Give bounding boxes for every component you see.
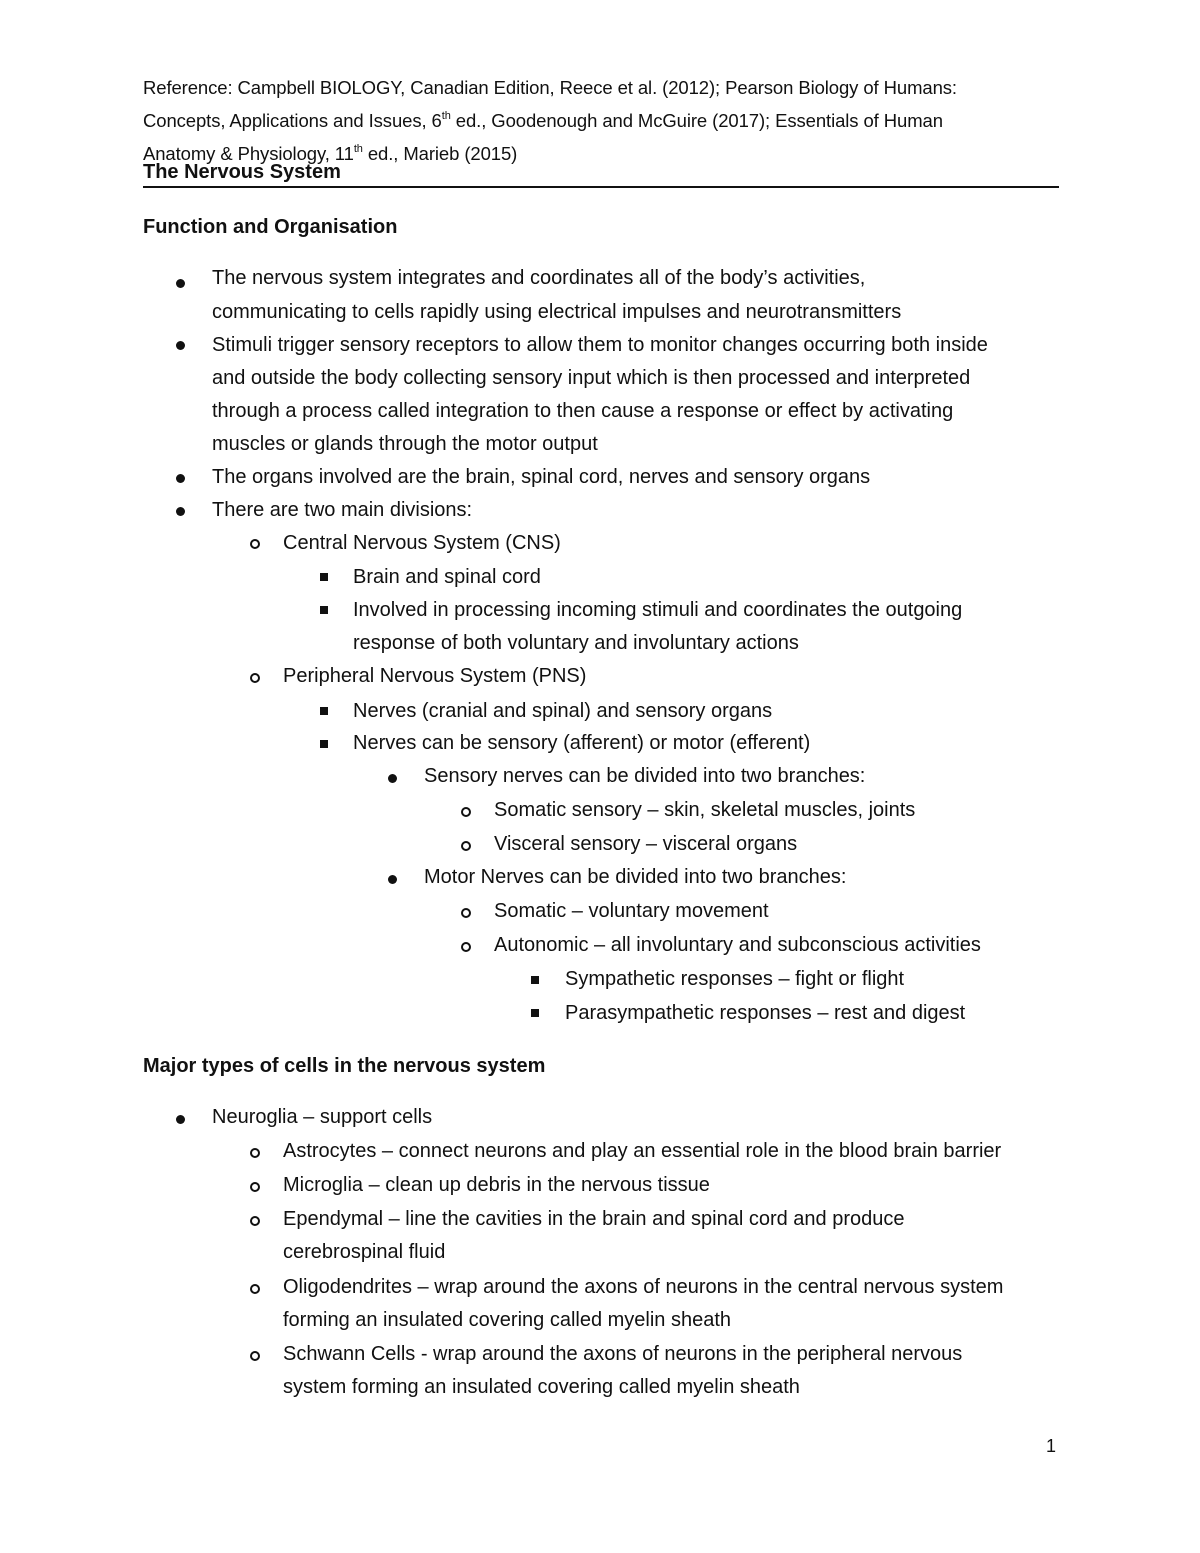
bullet-circle-icon [250,539,260,549]
list-item: Autonomic – all involuntary and subconscious activities [494,934,981,956]
list-item: Ependymal – line the cavities in the brain and spinal cord and produce [283,1208,905,1230]
bullet-dot-icon [388,774,397,783]
list-item: Neuroglia – support cells [212,1106,433,1128]
bullet-circle-icon [250,1148,260,1158]
list-item: Schwann Cells - wrap around the axons of neurons in the peripheral nervous [283,1343,963,1365]
list-item-continuation: system forming an insulated covering called myelin sheath [283,1376,800,1398]
reference-line-3-sup: th [353,142,363,155]
list-item-continuation: forming an insulated covering called myelin sheath [283,1309,732,1331]
bullet-dot-icon [176,474,185,483]
list-item: Somatic – voluntary movement [494,900,769,922]
reference-line-2 [143,104,1033,137]
bullet-square-icon [531,976,539,984]
list-item-continuation: through a process called integration to then cause a response or effect by activating [212,400,954,422]
bullet-circle-icon [250,1284,260,1294]
bullet-dot-icon [388,875,397,884]
bullet-circle-icon [250,1351,260,1361]
list-item-continuation: cerebrospinal fluid [283,1241,446,1263]
reference-header [143,71,1033,170]
bullet-square-icon [320,573,328,581]
list-item-continuation: and outside the body collecting sensory input which is then processed and interpreted [212,367,971,389]
list-item: Microglia – clean up debris in the nervous tissue [283,1174,710,1196]
list-item: Central Nervous System (CNS) [283,532,561,554]
list-item: Stimuli trigger sensory receptors to allow them to monitor changes occurring both inside [212,334,988,356]
list-item: Involved in processing incoming stimuli and coordinates the outgoing [353,599,963,621]
bullet-square-icon [320,707,328,715]
bullet-circle-icon [461,807,471,817]
list-item: There are two main divisions: [212,499,473,521]
bullet-circle-icon [250,673,260,683]
bullet-circle-icon [461,942,471,952]
list-item-continuation: muscles or glands through the motor output [212,433,598,455]
reference-line-3-a: Anatomy & Physiology, 11 [143,143,354,164]
reference-line-1: Reference: Campbell BIOLOGY, Canadian Edition, Reece et al. (2012); Pearson Biology of Humans: [143,77,957,98]
list-item: The nervous system integrates and coordinates all of the body’s activities, [212,267,866,289]
list-item: Motor Nerves can be divided into two branches: [424,866,847,888]
list-item: Peripheral Nervous System (PNS) [283,665,587,687]
bullet-dot-icon [176,1115,185,1124]
reference-line-3-b: ed., Marieb (2015) [362,143,518,164]
reference-line-2-b: ed., Goodenough and McGuire (2017); Essentials of Human [450,110,943,131]
list-item: Somatic sensory – skin, skeletal muscles, joints [494,799,916,821]
list-item-continuation: response of both voluntary and involuntary actions [353,632,799,654]
bullet-circle-icon [461,841,471,851]
bullet-square-icon [320,740,328,748]
list-item: Visceral sensory – visceral organs [494,833,798,855]
list-item: Parasympathetic responses – rest and digest [565,1002,966,1024]
list-item: Astrocytes – connect neurons and play an essential role in the blood brain barrier [283,1140,1002,1162]
list-item: Nerves can be sensory (afferent) or motor (efferent) [353,732,811,754]
section-heading-function: Function and Organisation [143,216,398,238]
bullet-circle-icon [461,908,471,918]
bullet-circle-icon [250,1182,260,1192]
bullet-dot-icon [176,341,185,350]
page-number: 1 [1046,1436,1057,1456]
list-item-continuation: communicating to cells rapidly using electrical impulses and neurotransmitters [212,301,902,323]
list-item: Sympathetic responses – fight or flight [565,968,905,990]
list-item: Oligodendrites – wrap around the axons of neurons in the central nervous system [283,1276,1004,1298]
bullet-dot-icon [176,279,185,288]
reference-line-2-sup: th [441,109,451,122]
bullet-dot-icon [176,507,185,516]
page-title: The Nervous System [143,158,1059,188]
bullet-circle-icon [250,1216,260,1226]
list-item: Nerves (cranial and spinal) and sensory organs [353,700,773,722]
bullet-square-icon [320,606,328,614]
bullet-square-icon [531,1009,539,1017]
reference-line-2-a: Concepts, Applications and Issues, 6 [143,110,442,131]
list-item: Sensory nerves can be divided into two branches: [424,765,866,787]
section-heading-cells: Major types of cells in the nervous system [143,1055,546,1077]
list-item: The organs involved are the brain, spinal cord, nerves and sensory organs [212,466,871,488]
list-item: Brain and spinal cord [353,566,541,588]
